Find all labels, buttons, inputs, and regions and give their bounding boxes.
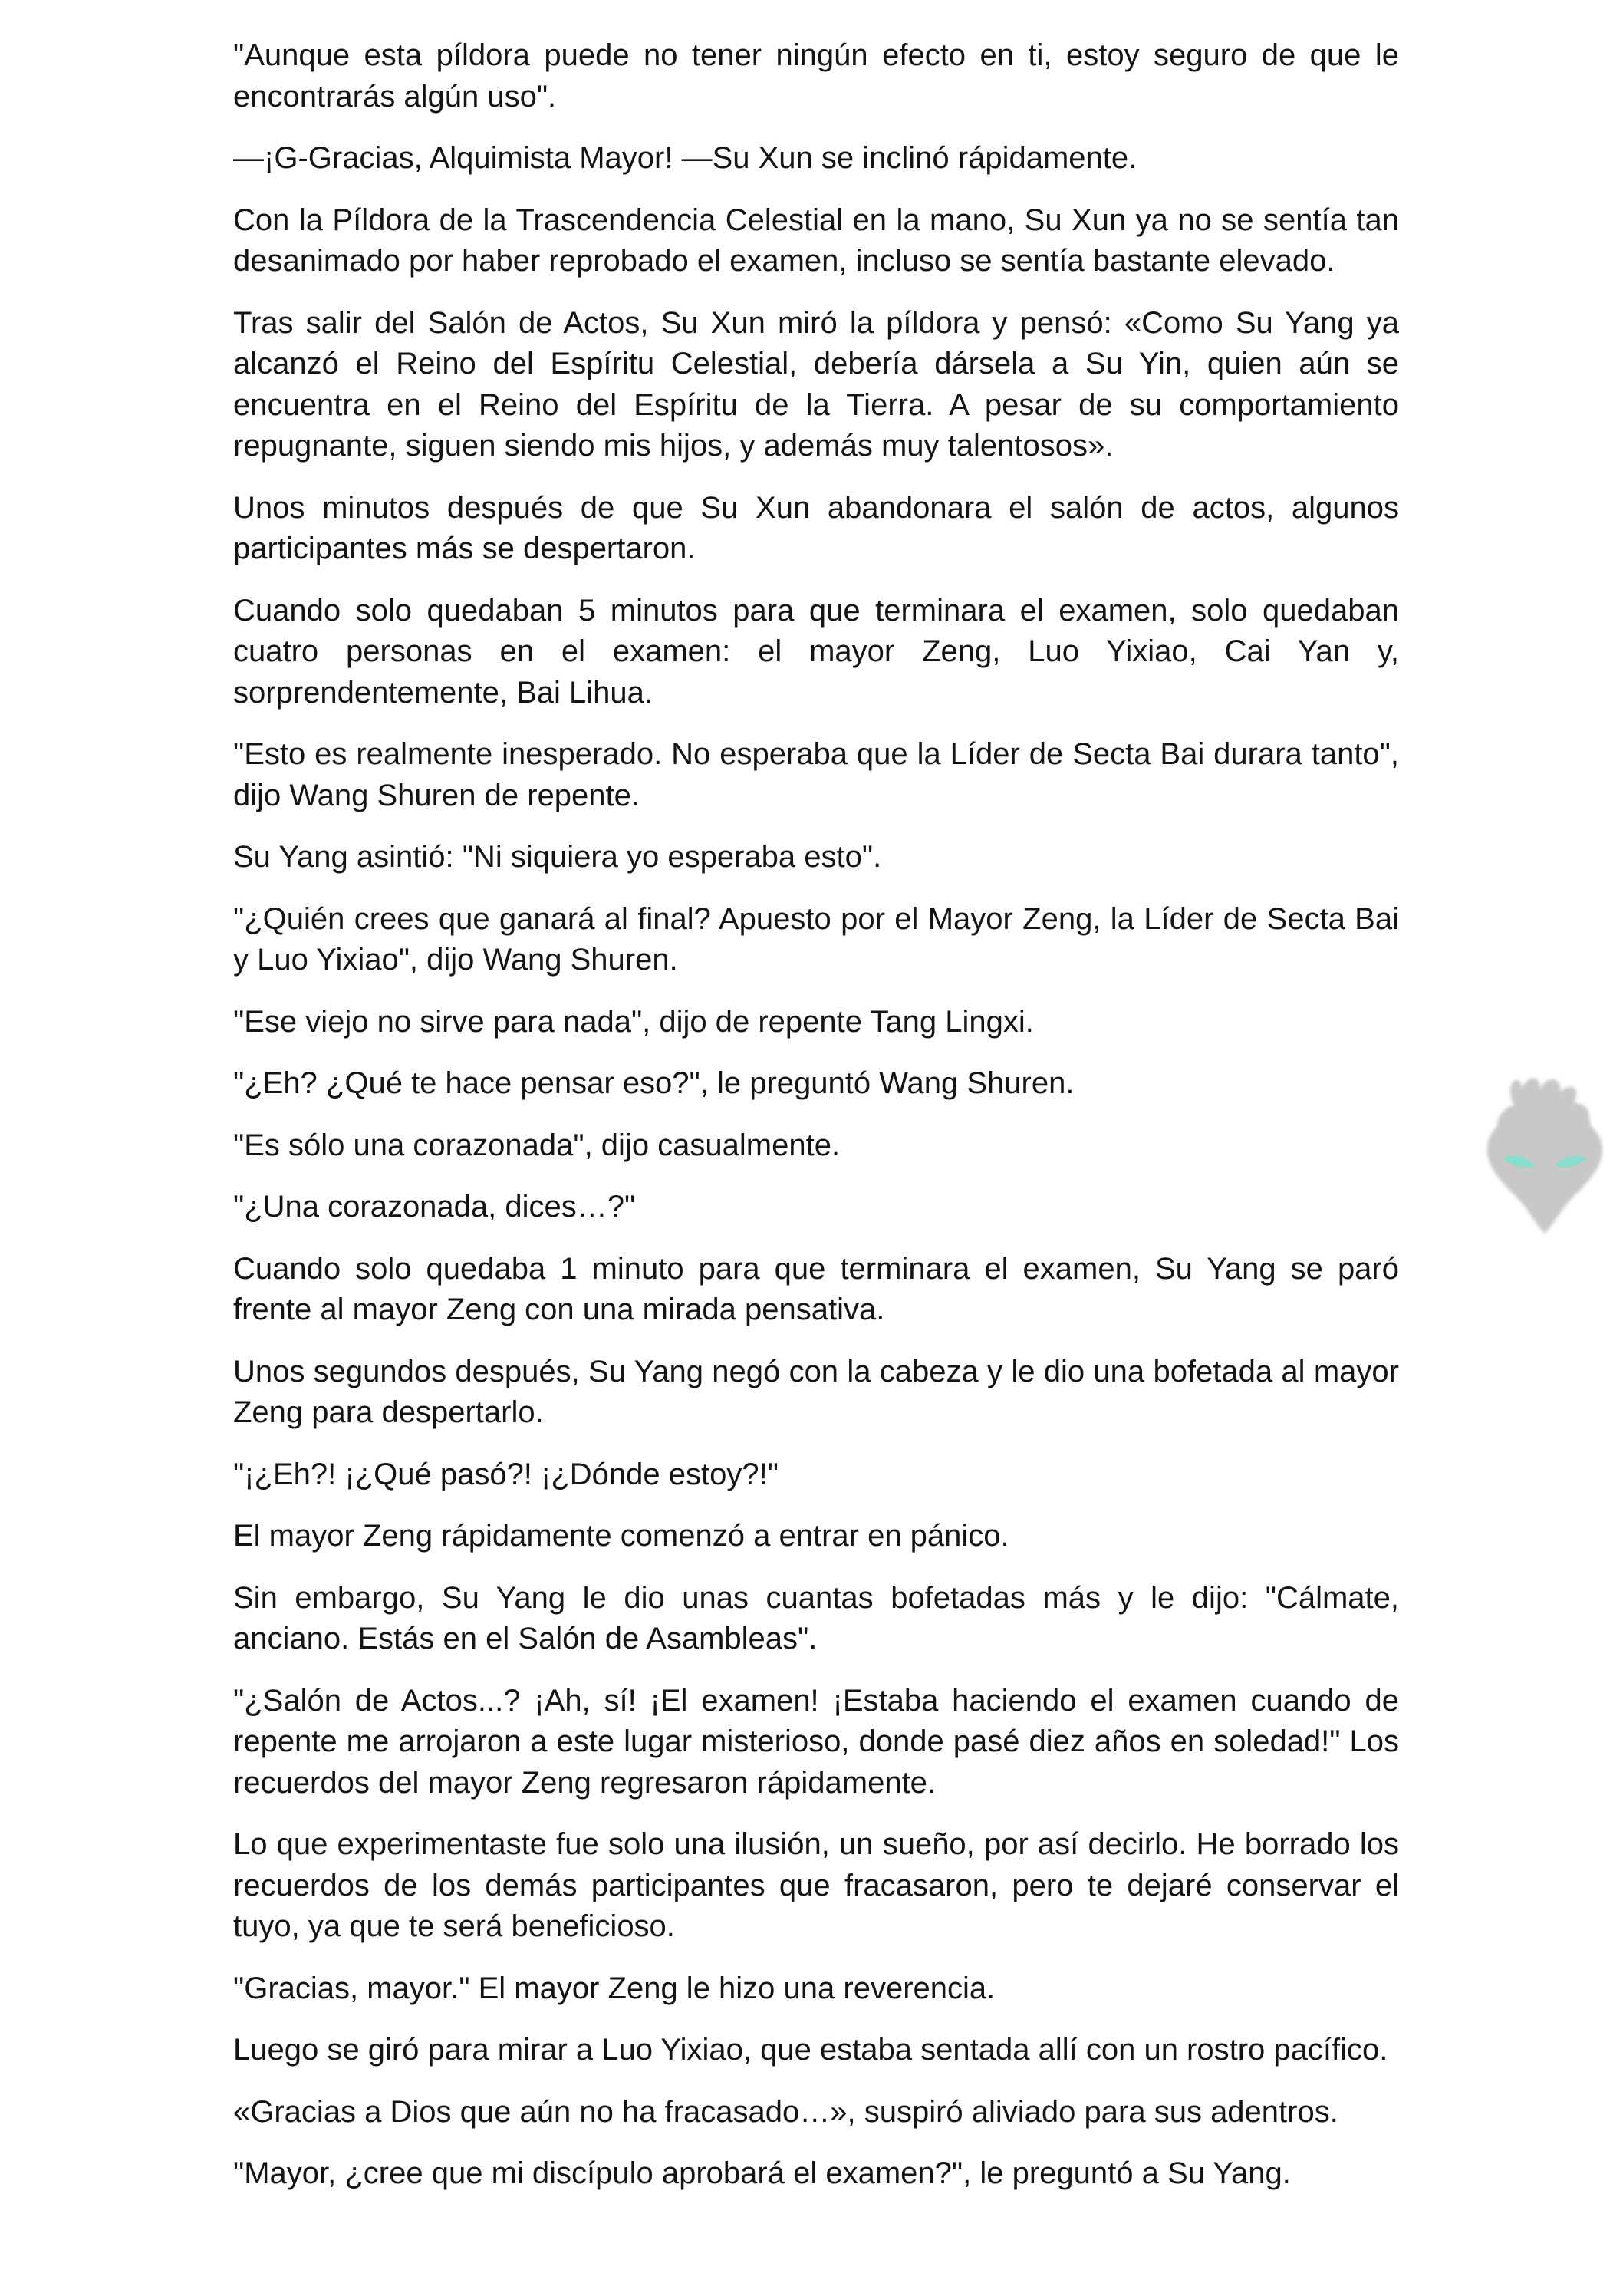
paragraph: Tras salir del Salón de Actos, Su Xun miró la píldora y pensó: «Como Su Yang ya alcanzó el Reino del Espíritu Celestial, debería dársela a Su Yin, quien aún se encuentra en el Reino del Espíritu de la Tierra. A pesar de su comportamiento repugnante, siguen siendo mis hijos, y además muy talentosos». [233, 305, 1399, 463]
paragraph: Unos minutos después de que Su Xun abandonara el salón de actos, algunos participantes más se despertaron. [233, 490, 1399, 565]
paragraph: "Ese viejo no sirve para nada", dijo de repente Tang Lingxi. [233, 1004, 1034, 1039]
paragraph: Luego se giró para mirar a Luo Yixiao, que estaba sentada allí con un rostro pacífico. [233, 2033, 1388, 2067]
paragraph: Cuando solo quedaba 1 minuto para que terminara el examen, Su Yang se paró frente al mayor Zeng con una mirada pensativa. [233, 1251, 1399, 1326]
document-body [233, 35, 1399, 2195]
paragraph: Cuando solo quedaban 5 minutos para que terminara el examen, solo quedaban cuatro personas en el examen: el mayor Zeng, Luo Yixiao, Cai Yan y, sorprendentemente, Bai Lihua. [233, 593, 1399, 710]
paragraph: El mayor Zeng rápidamente comenzó a entrar en pánico. [233, 1519, 1009, 1553]
paragraph: "Mayor, ¿cree que mi discípulo aprobará el examen?", le preguntó a Su Yang. [233, 2156, 1291, 2190]
demon-head-logo-icon [1467, 1072, 1623, 1243]
paragraph: —¡G-Gracias, Alquimista Mayor! —Su Xun se inclinó rápidamente. [233, 141, 1137, 175]
paragraph: "Gracias, mayor." El mayor Zeng le hizo una reverencia. [233, 1971, 996, 2005]
paragraph: "¿Salón de Actos...? ¡Ah, sí! ¡El examen! ¡Estaba haciendo el examen cuando de repente me arrojaron a este lugar misterioso, donde pasé diez años en soledad!" Los recuerdos del mayor Zeng regresaron rápidamente. [233, 1683, 1399, 1800]
paragraph: Su Yang asintió: "Ni siquiera yo esperaba esto". [233, 840, 882, 874]
paragraph: "Es sólo una corazonada", dijo casualmente. [233, 1128, 841, 1162]
paragraph: "Esto es realmente inesperado. No esperaba que la Líder de Secta Bai durara tanto", dijo Wang Shuren de repente. [233, 737, 1399, 812]
paragraph: Con la Píldora de la Trascendencia Celestial en la mano, Su Xun ya no se sentía tan desanimado por haber reprobado el examen, incluso se sentía bastante elevado. [233, 203, 1399, 278]
paragraph: "¿Eh? ¿Qué te hace pensar eso?", le preguntó Wang Shuren. [233, 1066, 1075, 1100]
paragraph: Sin embargo, Su Yang le dio unas cuantas bofetadas más y le dijo: "Cálmate, anciano. Estás en el Salón de Asambleas". [233, 1580, 1399, 1655]
paragraph: "¿Quién crees que ganará al final? Apuesto por el Mayor Zeng, la Líder de Secta Bai y Luo Yixiao", dijo Wang Shuren. [233, 901, 1399, 977]
paragraph: Lo que experimentaste fue solo una ilusión, un sueño, por así decirlo. He borrado los recuerdos de los demás participantes que fracasaron, pero te dejaré conservar el tuyo, ya que te será beneficioso. [233, 1827, 1399, 1943]
paragraph: "¿Una corazonada, dices…?" [233, 1190, 636, 1224]
paragraph: «Gracias a Dios que aún no ha fracasado…», suspiró aliviado para sus adentros. [233, 2094, 1338, 2129]
paragraph: Unos segundos después, Su Yang negó con la cabeza y le dio una bofetada al mayor Zeng para despertarlo. [233, 1354, 1399, 1429]
paragraph: "Aunque esta píldora puede no tener ningún efecto en ti, estoy seguro de que le encontrarás algún uso". [233, 38, 1399, 114]
paragraph: "¡¿Eh?! ¡¿Qué pasó?! ¡¿Dónde estoy?!" [233, 1457, 779, 1491]
